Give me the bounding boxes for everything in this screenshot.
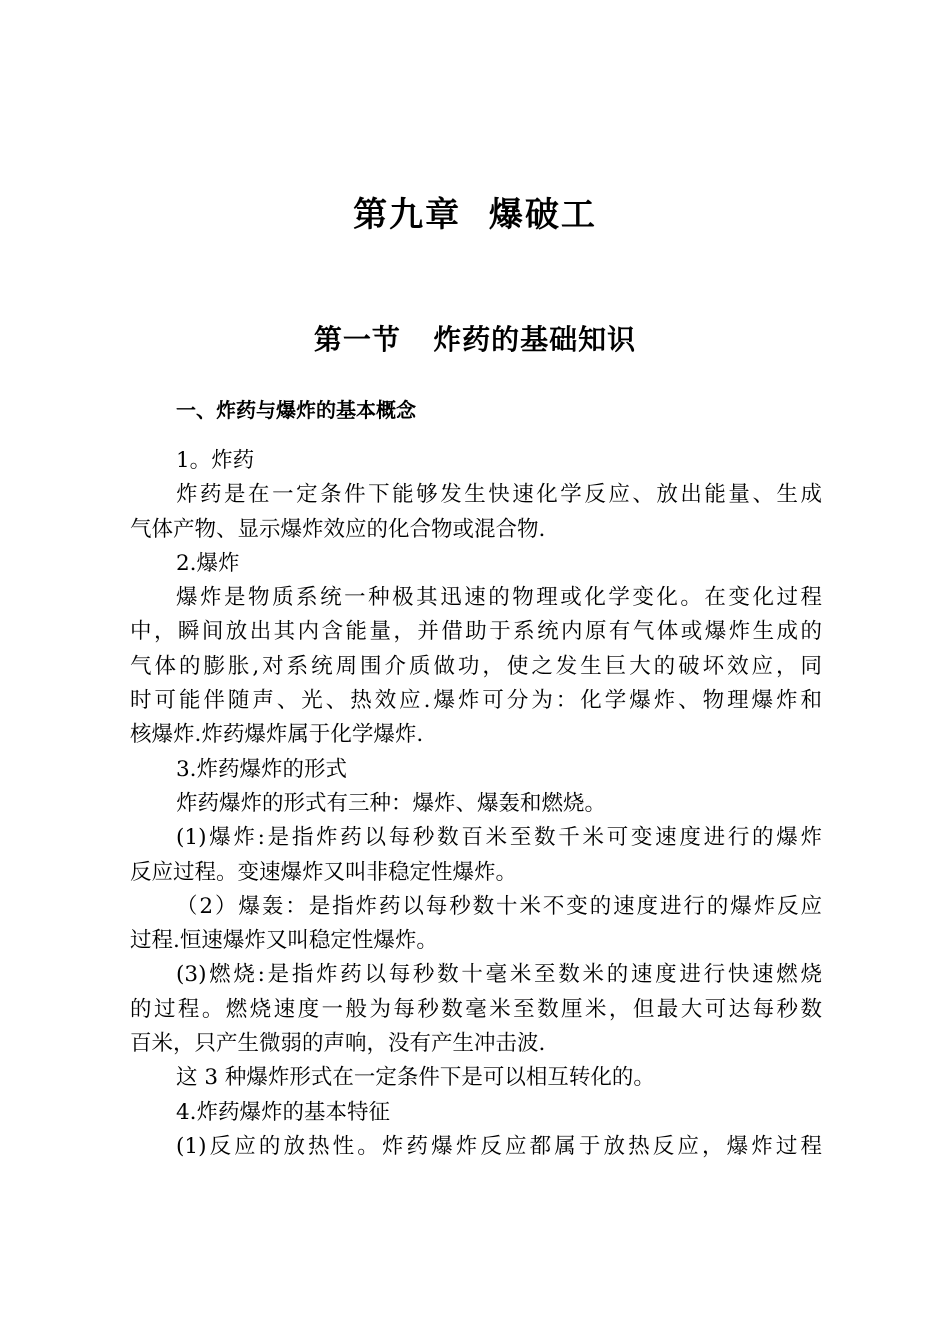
item-heading-explosive: 1。炸药	[176, 448, 255, 473]
item-heading-explosion: 2.爆炸	[176, 550, 240, 576]
paragraph-line: (1)爆炸:是指炸药以每秒数百米至数千米可变速度进行的爆炸	[176, 825, 822, 851]
paragraph-line: 的过程。燃烧速度一般为每秒数毫米至数厘米，但最大可达每秒数	[130, 996, 822, 1022]
paragraph-line: 爆炸是物质系统一种极其迅速的物理或化学变化。在变化过程	[176, 585, 822, 611]
chapter-title: 第九章 爆破工	[353, 195, 597, 235]
paragraph-line: 气体产物、显示爆炸效应的化合物或混合物.	[130, 516, 546, 542]
item-heading-basic-features: 4.炸药爆炸的基本特征	[176, 1099, 391, 1125]
paragraph-line: 炸药爆炸的形式有三种：爆炸、爆轰和燃烧。	[176, 790, 607, 816]
section-title: 第一节 炸药的基础知识	[313, 323, 637, 356]
paragraph-line: 核爆炸.炸药爆炸属于化学爆炸.	[130, 722, 424, 748]
paragraph-line: 百米，只产生微弱的声响，没有产生冲击波.	[130, 1031, 546, 1057]
paragraph-line: (1)反应的放热性。炸药爆炸反应都属于放热反应，爆炸过程	[176, 1133, 822, 1159]
body-text	[0, 444, 950, 1164]
paragraph-line: 这 3 种爆炸形式在一定条件下是可以相互转化的。	[176, 1065, 655, 1091]
paragraph-line: （2）爆轰：是指炸药以每秒数十米不变的速度进行的爆炸反应	[176, 893, 822, 919]
paragraph-line: 中，瞬间放出其内含能量，并借助于系统内原有气体或爆炸生成的	[130, 619, 822, 645]
paragraph-line: 气体的膨胀,对系统周围介质做功，使之发生巨大的破坏效应，同	[130, 653, 822, 679]
paragraph-line: 反应过程。变速爆炸又叫非稳定性爆炸。	[130, 859, 518, 885]
paragraph-line: 炸药是在一定条件下能够发生快速化学反应、放出能量、生成	[176, 482, 822, 508]
paragraph-line: (3)燃烧:是指炸药以每秒数十毫米至数米的速度进行快速燃烧	[176, 962, 822, 988]
subsection-heading: 一、炸药与爆炸的基本概念	[176, 398, 416, 422]
paragraph-line: 时可能伴随声、光、热效应.爆炸可分为：化学爆炸、物理爆炸和	[130, 688, 822, 714]
paragraph-line: 过程.恒速爆炸又叫稳定性爆炸。	[130, 928, 438, 954]
item-heading-explosion-forms: 3.炸药爆炸的形式	[176, 756, 348, 782]
